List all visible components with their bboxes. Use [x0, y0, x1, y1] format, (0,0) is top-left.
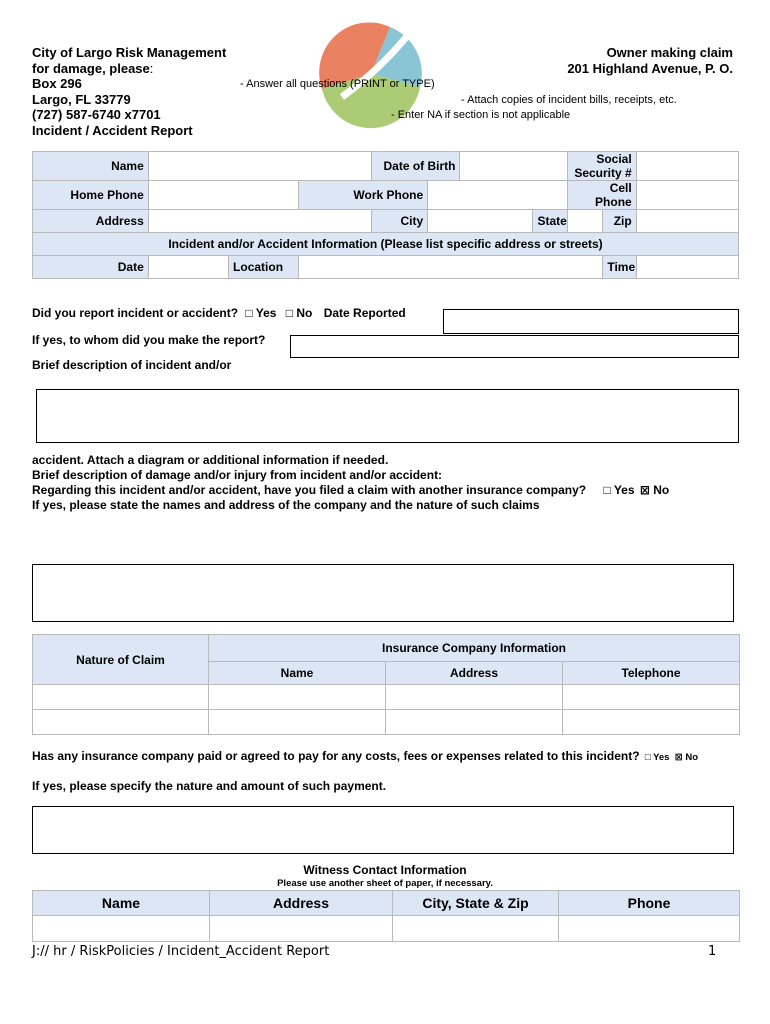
work-phone-field[interactable] [428, 181, 568, 210]
org-city: Largo, FL 33779 [32, 91, 131, 107]
other-claim-yes-checkbox[interactable]: □ Yes [603, 483, 635, 497]
instruction-print: - Answer all questions (PRINT or TYPE) [240, 78, 435, 90]
witness-city-cell[interactable] [393, 916, 559, 942]
org-phone: (727) 587-6740 x7701 [32, 107, 161, 122]
insurance-name-cell[interactable] [209, 710, 386, 735]
insurance-telephone-cell[interactable] [563, 710, 740, 735]
insurance-telephone-cell[interactable] [563, 685, 740, 710]
insurance-address-cell[interactable] [386, 685, 563, 710]
insurance-name-header: Name [209, 661, 386, 684]
instruction-na: - Enter NA if section is not applicable [391, 109, 571, 121]
payment-question: Has any insurance company paid or agreed to pay for any costs, fees or expenses related to this incident? [32, 749, 640, 763]
insurance-address-cell[interactable] [386, 710, 563, 735]
report-title: Incident / Accident Report [32, 122, 193, 138]
city-label: City [371, 210, 427, 233]
incident-info-header: Incident and/or Accident Information (Please list specific address or streets) [33, 233, 739, 256]
org-line-2: for damage, please: [32, 60, 154, 76]
state-field[interactable] [567, 210, 602, 233]
insurance-address-header: Address [386, 661, 563, 684]
attach-diagram-text: accident. Attach a diagram or additional information if needed. [32, 453, 389, 467]
damage-description-label: Brief description of damage and/or injury from incident and/or accident: [32, 468, 443, 482]
dob-label: Date of Birth [371, 152, 460, 181]
state-label: State [533, 210, 567, 233]
page-number: 1 [708, 944, 717, 959]
time-field[interactable] [636, 256, 738, 279]
address-label: Address [33, 210, 149, 233]
name-field[interactable] [148, 152, 371, 181]
witness-table [32, 890, 740, 942]
instruction-attach: - Attach copies of incident bills, receipts, etc. [461, 94, 677, 106]
payment-specify-label: If yes, please specify the nature and amount of such payment. [32, 779, 387, 793]
other-claim-details-field[interactable] [32, 564, 734, 622]
insurance-company-table [32, 634, 740, 735]
insurance-name-cell[interactable] [209, 685, 386, 710]
payment-details-field[interactable] [32, 806, 734, 854]
org-box: Box 296 [32, 76, 82, 91]
location-field[interactable] [298, 256, 602, 279]
nature-cell[interactable] [33, 685, 209, 710]
other-claim-no-checkbox[interactable]: ⊠ No [639, 483, 670, 497]
payment-yes-checkbox[interactable]: □ Yes [644, 752, 670, 763]
name-label: Name [33, 152, 149, 181]
location-label: Location [229, 256, 299, 279]
to-whom-label: If yes, to whom did you make the report? [32, 333, 266, 347]
city-field[interactable] [428, 210, 533, 233]
time-label: Time [603, 256, 636, 279]
report-question-line [32, 306, 406, 320]
owner-claim: Owner making claim [606, 45, 733, 60]
witness-phone-cell[interactable] [559, 916, 740, 942]
org-name: City of Largo Risk Management [32, 45, 227, 60]
zip-label: Zip [603, 210, 636, 233]
claim-text-block [32, 453, 669, 513]
insurance-telephone-header: Telephone [563, 661, 740, 684]
address-field[interactable] [148, 210, 371, 233]
report-no-checkbox[interactable]: □ No [285, 306, 313, 320]
footer-path: J:// hr / RiskPolicies / Incident_Accident Report [32, 944, 330, 959]
nature-cell[interactable] [33, 710, 209, 735]
home-phone-label: Home Phone [33, 181, 149, 210]
other-claim-question-line [32, 483, 669, 498]
brief-description-label: Brief description of incident and/or [32, 358, 232, 372]
home-phone-field[interactable] [148, 181, 298, 210]
report-question: Did you report incident or accident? [32, 306, 239, 320]
ssn-label: Social Security # [567, 152, 636, 181]
report-yes-checkbox[interactable]: □ Yes [245, 306, 277, 320]
witness-subtitle: Please use another sheet of paper, if necessary. [277, 878, 493, 889]
nature-of-claim-header: Nature of Claim [33, 635, 209, 685]
witness-address-cell[interactable] [210, 916, 393, 942]
date-reported-label: Date Reported [323, 306, 406, 320]
witness-city-header: City, State & Zip [393, 891, 559, 916]
witness-name-cell[interactable] [33, 916, 210, 942]
other-claim-details-label: If yes, please state the names and address of the company and the nature of such claims [32, 498, 540, 512]
payment-question-line [32, 749, 698, 763]
zip-field[interactable] [636, 210, 738, 233]
claimant-info-table [32, 151, 739, 279]
date-label: Date [33, 256, 149, 279]
witness-title: Witness Contact Information [303, 863, 467, 877]
cell-phone-field[interactable] [636, 181, 738, 210]
table-row [33, 685, 740, 710]
other-claim-question: Regarding this incident and/or accident, have you filed a claim with another insurance company? [32, 483, 587, 497]
table-row [33, 916, 740, 942]
dob-field[interactable] [460, 152, 567, 181]
owner-block [567, 45, 733, 76]
ssn-field[interactable] [636, 152, 738, 181]
org-address-block [32, 45, 226, 138]
to-whom-field[interactable] [290, 335, 739, 358]
witness-address-header: Address [210, 891, 393, 916]
incident-description-field[interactable] [36, 389, 739, 443]
date-field[interactable] [148, 256, 228, 279]
owner-address: 201 Highland Avenue, P. O. [567, 60, 733, 76]
table-row [33, 710, 740, 735]
work-phone-label: Work Phone [298, 181, 427, 210]
payment-no-checkbox[interactable]: ⊠ No [674, 752, 699, 763]
witness-name-header: Name [33, 891, 210, 916]
date-reported-field[interactable] [443, 309, 739, 334]
witness-phone-header: Phone [559, 891, 740, 916]
insurance-info-header: Insurance Company Information [209, 635, 740, 662]
cell-phone-label: Cell Phone [567, 181, 636, 210]
